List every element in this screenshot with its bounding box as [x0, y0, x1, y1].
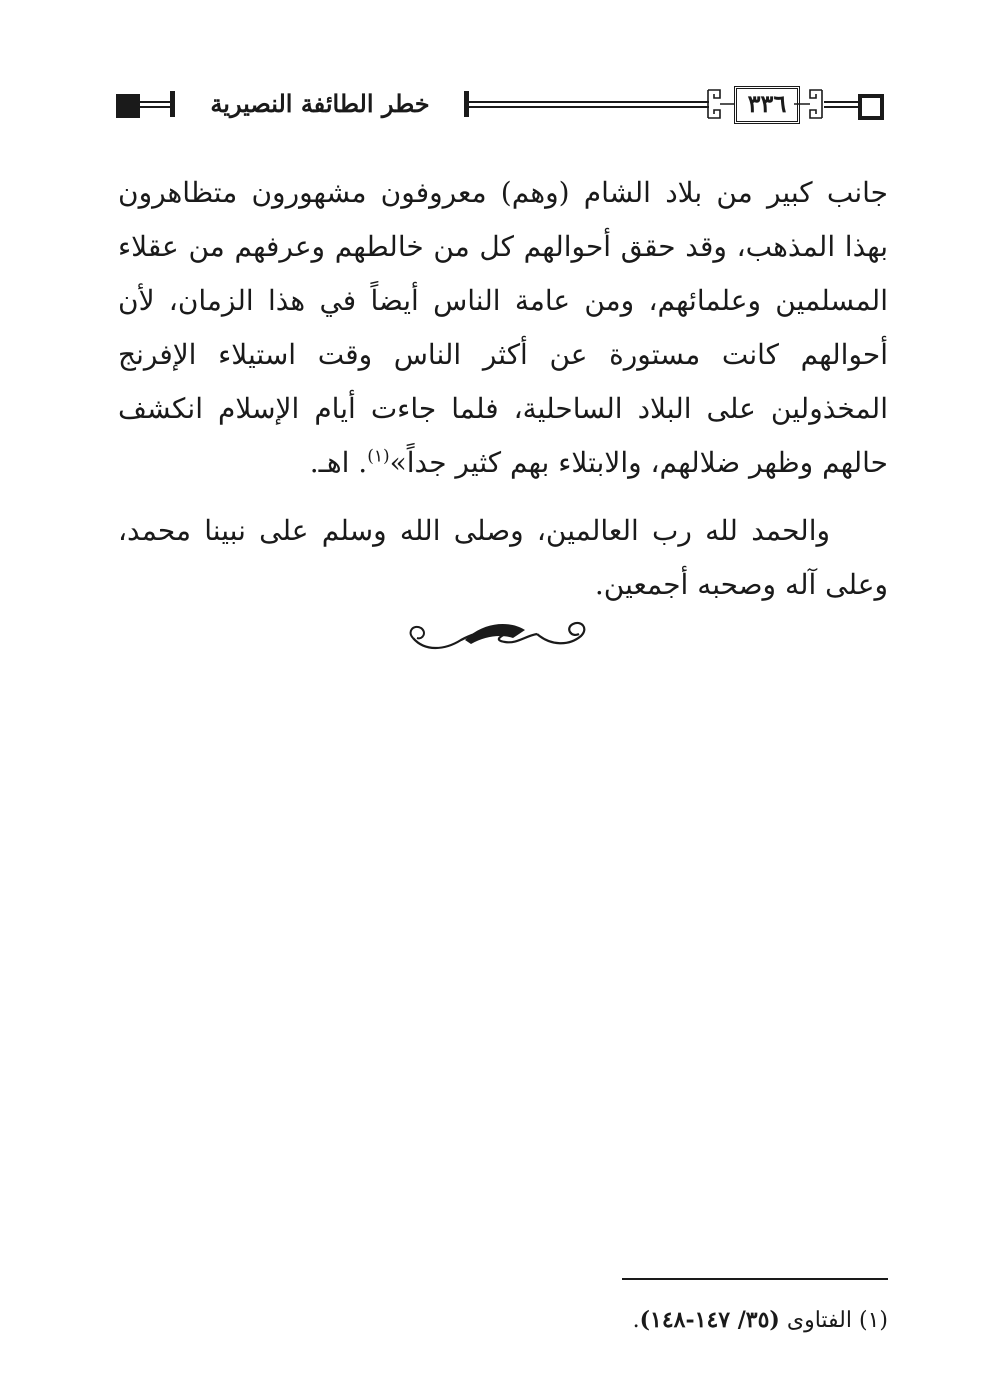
header-rule-left [140, 101, 172, 108]
footnote-source: الفتاوى [786, 1308, 852, 1333]
header-divider-bar [170, 91, 175, 117]
running-header [112, 78, 892, 134]
header-rule-right [824, 101, 860, 108]
page-box-right-ornament-icon [794, 88, 824, 120]
page-box-left-ornament-icon [706, 88, 736, 120]
footnote-marker[interactable]: (١) [367, 446, 390, 467]
footnote-separator [622, 1278, 888, 1280]
paragraph-closing: والحمد لله رب العالمين، وصلى الله وسلم على نبينا محمد، وعلى آله وصحبه أجمعين. [118, 514, 888, 601]
paragraph-quote-end: . اهـ. [309, 446, 368, 479]
footnote-number: (١) [858, 1308, 888, 1333]
header-hollow-square-ornament [858, 94, 884, 120]
footnote [400, 1300, 888, 1341]
paragraph-quote [118, 166, 888, 490]
footnote-reference: (٣٥/ ١٤٧-١٤٨) [639, 1307, 780, 1333]
header-rule-middle [469, 101, 709, 108]
page-number: ٣٣٦ [734, 86, 800, 124]
paragraph-quote-text: جانب كبير من بلاد الشام (وهم) معروفون مشهورون متظاهرون بهذا المذهب، وقد حقق أحوالهم كل من خالطهم وعرفهم من عقلاء المسلمين وعلمائهم، ومن عامة الناس أيضاً في هذا الزمان، لأن أحوالهم كانت مستورة عن أكثر الناس وقت استيلاء الإفرنج المخذولين على البلاد الساحلية، فلما جاءت أيام الإسلام انكشف حالهم وظهر ضلالهم، والابتلاء بهم كثير جداً» [118, 176, 888, 479]
end-flourish-icon [405, 616, 595, 656]
header-filled-square-ornament [116, 94, 140, 118]
book-title: خطر الطائفة النصيرية [210, 89, 430, 118]
footnote-end: . [632, 1308, 640, 1333]
